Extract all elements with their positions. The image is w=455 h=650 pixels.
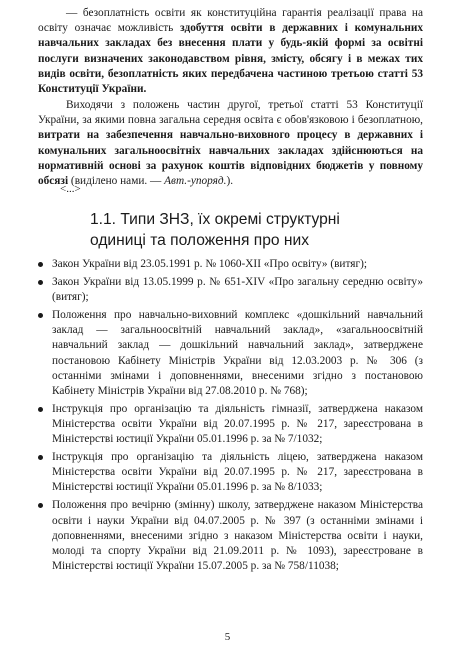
- list-item-text: Закон України від 13.05.1999 р. № 651-XIV «Про загальну середню освіту» (витяг);: [52, 276, 423, 304]
- omission-mark: <...>: [60, 183, 81, 195]
- paragraph-2-end: ).: [226, 175, 234, 188]
- bullet-icon: [38, 455, 43, 460]
- list-item-text: Інструкція про організацію та діяльність ліцею, затверджена наказом Міністерства освіти України від 20.07.1995 р. № 217, зареєстрована в Міністерстві юстиції України 05.01.1996 р. за № 8/1033;: [52, 451, 423, 494]
- bullet-icon: [38, 313, 43, 318]
- paragraph-2-bold: витрати на забезпечення навчально-виховного процесу в державних і комунальних загальноосвітніх навчальних закладах здійснюються на нормативній основі за рахунок коштів відповідних бюджетів у повному обсязі: [38, 129, 423, 188]
- paragraph-2-note: (виділено нами. —: [68, 175, 165, 188]
- document-list: [38, 257, 423, 577]
- paragraph-2-text: Виходячи з положень частин другої, третьої статті 53 Конституції України, за якими повна загальна середня освіта є обов'язковою і безоплатною,: [38, 99, 423, 127]
- page-number: 5: [224, 631, 231, 643]
- bullet-icon: [38, 262, 43, 267]
- bullet-icon: [38, 407, 43, 412]
- bullet-icon: [38, 503, 43, 508]
- paragraph-free-education: [38, 6, 423, 97]
- list-item-text: Закон України від 23.05.1991 р. № 1060-XII «Про освіту» (витяг);: [52, 258, 367, 270]
- list-item: [38, 275, 423, 305]
- list-item-text: Положення про вечірню (змінну) школу, затверджене наказом Міністерства освіти і науки України від 04.07.2005 р. № 397 (з останніми змінами і доповненнями, внесеними згідно з наказом Міністерства освіти і науки, молоді та спорту України від 21.09.2011 р. № 1093), зареєстроване в Міністерстві юстиції України 15.07.2005 р. за № 758/11038;: [52, 499, 423, 572]
- list-item-text: Положення про навчально-виховний комплекс «дошкільний навчальний заклад — загальноосвітній навчальний заклад», «загальноосвітній навчальний заклад — дошкільний навчальний заклад», затверджене постановою Кабінету Міністрів України від 12.03.2003 р. № 306 (з останніми змінами і доповненнями, внесеними згідно з постановою Кабінету Міністрів України від 27.08.2010 р. № 768);: [52, 309, 423, 397]
- list-item: [38, 450, 423, 495]
- list-item: [38, 402, 423, 447]
- list-item: [38, 498, 423, 573]
- paragraph-2-author-note: Авт.-упоряд.: [164, 175, 227, 188]
- paragraph-constitution-articles: [38, 98, 423, 189]
- paragraph-1-text: — безоплатність освіти як конституційна гарантія реалізації права на освіту означає можливість: [38, 7, 423, 35]
- paragraph-1-bold: здобуття освіти в державних і комунальних навчальних закладах без внесення плати у будь-якій формі за освітні послуги визначених законодавством рівня, змісту, обсягу і в межах тих видів освіти, безоплатність яких передбачена частиною третьою статті 53 Конституції України.: [38, 22, 424, 96]
- section-heading: 1.1. Типи ЗНЗ, їх окремі структурні одиниці та положення про них: [90, 211, 340, 249]
- list-item: [38, 257, 423, 272]
- list-item: [38, 308, 423, 399]
- bullet-icon: [38, 280, 43, 285]
- list-item-text: Інструкція про організацію та діяльність гімназії, затверджена наказом Міністерства освіти України від 20.07.1995 р. № 217, зареєстрована в Міністерстві юстиції України 05.01.1996 р. за № 7/1032;: [52, 402, 423, 446]
